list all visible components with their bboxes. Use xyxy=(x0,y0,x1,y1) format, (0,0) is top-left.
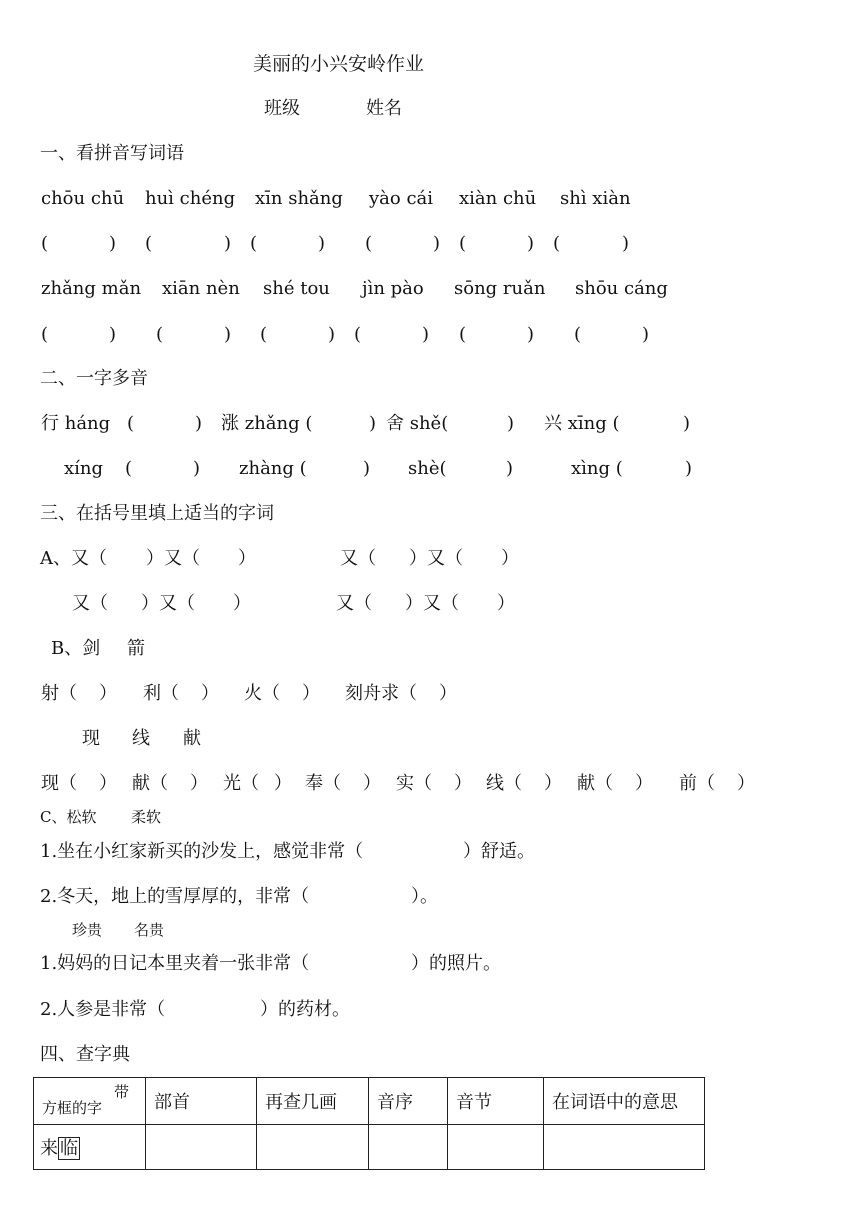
pinyin-item: jìn pào xyxy=(362,278,424,299)
dictionary-table xyxy=(33,1077,705,1170)
answer-blanks-row-1: ( ) ( ) ( ) ( ) ( ) ( ) xyxy=(41,233,630,254)
b-fill-row: 射（ ） 利（ ） 火（ ） 刻舟求（ ） xyxy=(41,683,457,704)
pinyin-item: shōu cáng xyxy=(575,278,668,299)
pinyin-row-2 xyxy=(0,280,860,300)
class-label: 班级 xyxy=(264,98,300,119)
pinyin-item: yào cái xyxy=(369,188,434,209)
polyphone-row-2: xíng ( ) zhàng ( ) shè( ) xìng ( ) xyxy=(64,458,693,479)
d-sentence-1: 1.妈妈的日记本里夹着一张非常（ ）的照片。 xyxy=(40,953,501,974)
boxed-char: 临 xyxy=(60,1138,78,1159)
table-cell[interactable] xyxy=(369,1125,448,1170)
table-cell[interactable] xyxy=(146,1125,257,1170)
you-row-2: 又（ ）又（ ） 又（ ）又（ ） xyxy=(72,593,515,614)
section2-heading: 二、一字多音 xyxy=(40,368,148,389)
table-cell[interactable] xyxy=(448,1125,544,1170)
section1-heading: 一、看拼音写词语 xyxy=(40,143,184,164)
pinyin-item: huì chéng xyxy=(145,188,236,209)
section3-heading: 三、在括号里填上适当的字词 xyxy=(40,503,274,524)
pinyin-row-1 xyxy=(0,190,860,210)
table-header: 音序 xyxy=(369,1078,448,1125)
c-label-row: C、松软 柔软 xyxy=(40,808,162,826)
pinyin-item: sōng ruǎn xyxy=(454,278,546,299)
pinyin-item: xiàn chū xyxy=(459,188,537,209)
word-options-row: 现 线 献 xyxy=(82,728,201,749)
pinyin-item: shé tou xyxy=(263,278,330,299)
c-sentence-1: 1.坐在小红家新买的沙发上，感觉非常（ ）舒适。 xyxy=(40,841,535,862)
table-header: 再查几画 xyxy=(257,1078,369,1125)
table-header: 部首 xyxy=(146,1078,257,1125)
table-cell[interactable] xyxy=(257,1125,369,1170)
table-char-cell: 来 临 xyxy=(34,1125,146,1170)
you-row-1: A、又（ ）又（ ） 又（ ）又（ ） xyxy=(40,548,519,569)
name-label: 姓名 xyxy=(366,98,402,119)
table-row xyxy=(34,1125,705,1170)
table-header: 音节 xyxy=(448,1078,544,1125)
words-fill-row: 现（ ） 献（ ） 光（ ） 奉（ ） 实（ ） 线（ ） 献（ ） 前（ ） xyxy=(41,773,755,794)
pinyin-item: xīn shǎng xyxy=(255,188,343,209)
polyphone-row-1: 行 háng ( ) 涨 zhǎng ( ) 舍 shě( ) 兴 xīng ( ) xyxy=(41,413,691,434)
d-sentence-2: 2.人参是非常（ ）的药材。 xyxy=(40,999,350,1020)
pinyin-item: xiān nèn xyxy=(162,278,240,299)
page-title: 美丽的小兴安岭作业 xyxy=(253,53,425,75)
c-sentence-2: 2.冬天，地上的雪厚厚的，非常（ ）。 xyxy=(40,886,438,907)
table-header: 在词语中的意思 xyxy=(544,1078,705,1125)
d-label-row: 珍贵 名贵 xyxy=(72,921,165,939)
table-header-row xyxy=(34,1078,705,1125)
pinyin-item: chōu chū xyxy=(41,188,125,209)
b-label-row: B、剑 箭 xyxy=(51,638,145,659)
table-cell[interactable] xyxy=(544,1125,705,1170)
table-corner-cell: 带 方框的字 xyxy=(34,1078,146,1125)
pinyin-item: shì xiàn xyxy=(560,188,631,209)
pinyin-item: zhǎng mǎn xyxy=(41,278,142,299)
section4-heading: 四、查字典 xyxy=(40,1044,130,1065)
answer-blanks-row-2: ( ) ( ) ( ) ( ) ( ) ( ) xyxy=(41,324,650,345)
